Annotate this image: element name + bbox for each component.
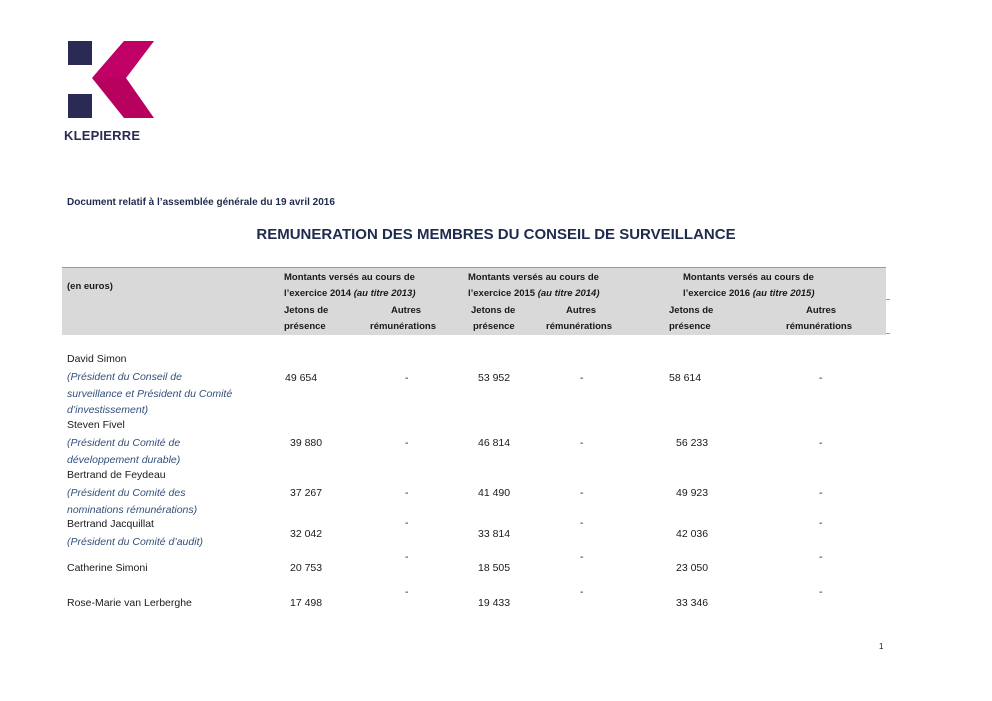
subheader-jetons: Jetons de xyxy=(471,305,516,316)
autres-2014: - xyxy=(405,551,409,563)
autres-2016: - xyxy=(819,517,823,529)
table-top-rule xyxy=(62,267,886,268)
period-2016-line2: l’exercice 2016 (au titre 2015) xyxy=(683,288,815,299)
member-name: Rose-Marie van Lerberghe xyxy=(67,597,192,609)
member-name: Bertrand de Feydeau xyxy=(67,469,166,481)
subheader-autres: Autres xyxy=(806,305,837,316)
autres-2015: - xyxy=(580,372,584,384)
jetons-2015: 19 433 xyxy=(478,597,511,609)
autres-2015: - xyxy=(580,551,584,563)
klepierre-k-mark-icon xyxy=(64,38,154,120)
jetons-2014: 17 498 xyxy=(290,597,323,609)
member-name: David Simon xyxy=(67,353,127,365)
jetons-2016: 49 923 xyxy=(676,487,709,499)
member-role: (Président du Conseil de surveillance et Président du Comité d’investissement) xyxy=(67,371,233,416)
table-header-rule-tick xyxy=(886,299,890,300)
logo-wordmark: KLEPIERRE xyxy=(64,128,141,143)
jetons-2016: 33 346 xyxy=(676,597,709,609)
member-name: Bertrand Jacquillat xyxy=(67,518,154,530)
period-2015-line2: l’exercice 2015 (au titre 2014) xyxy=(468,288,600,299)
unit-label: (en euros) xyxy=(67,281,113,292)
autres-2014: - xyxy=(405,586,409,598)
document-reference: Document relatif à l’assemblée générale du 19 avril 2016 xyxy=(67,197,335,208)
period-2015-line1: Montants versés au cours de xyxy=(468,272,599,283)
member-role: (Président du Comité d’audit) xyxy=(67,536,203,548)
page-number: 1 xyxy=(879,642,884,651)
member-name: Steven Fivel xyxy=(67,419,125,431)
autres-2016: - xyxy=(819,437,823,449)
jetons-2016: 23 050 xyxy=(676,562,709,574)
jetons-2015: 33 814 xyxy=(478,528,511,540)
jetons-2014: 49 654 xyxy=(285,372,318,384)
subheader-jetons: présence xyxy=(473,321,515,332)
jetons-2015: 41 490 xyxy=(478,487,511,499)
autres-2016: - xyxy=(819,551,823,563)
autres-2014: - xyxy=(405,372,409,384)
jetons-2015: 18 505 xyxy=(478,562,511,574)
autres-2016: - xyxy=(819,372,823,384)
jetons-2016: 42 036 xyxy=(676,528,709,540)
member-role: (Président du Comité des nominations rémunérations) xyxy=(67,487,198,516)
autres-2015: - xyxy=(580,437,584,449)
subheader-autres: Autres xyxy=(566,305,597,316)
subheader-jetons: présence xyxy=(284,321,326,332)
jetons-2014: 32 042 xyxy=(290,528,323,540)
period-2014-line2: l’exercice 2014 (au titre 2013) xyxy=(284,288,416,299)
subheader-autres: rémunérations xyxy=(546,321,612,332)
subheader-jetons: Jetons de xyxy=(284,305,329,316)
subheader-autres: rémunérations xyxy=(370,321,436,332)
autres-2016: - xyxy=(819,586,823,598)
subheader-autres: rémunérations xyxy=(786,321,852,332)
autres-2014: - xyxy=(405,437,409,449)
klepierre-logo xyxy=(62,36,162,146)
jetons-2016: 58 614 xyxy=(669,372,702,384)
member-role: (Président du Comité de développement durable) xyxy=(67,437,181,466)
page-title: REMUNERATION DES MEMBRES DU CONSEIL DE SURVEILLANCE xyxy=(256,226,736,243)
table-header-rule-tick xyxy=(886,333,890,334)
autres-2014: - xyxy=(405,517,409,529)
subheader-jetons: Jetons de xyxy=(669,305,714,316)
autres-2016: - xyxy=(819,487,823,499)
jetons-2015: 46 814 xyxy=(478,437,511,449)
jetons-2014: 39 880 xyxy=(290,437,323,449)
jetons-2014: 20 753 xyxy=(290,562,323,574)
period-2016-line1: Montants versés au cours de xyxy=(683,272,814,283)
subheader-autres: Autres xyxy=(391,305,422,316)
period-2014-line1: Montants versés au cours de xyxy=(284,272,415,283)
member-name: Catherine Simoni xyxy=(67,562,148,574)
jetons-2016: 56 233 xyxy=(676,437,709,449)
subheader-jetons: présence xyxy=(669,321,711,332)
autres-2015: - xyxy=(580,487,584,499)
jetons-2014: 37 267 xyxy=(290,487,323,499)
autres-2015: - xyxy=(580,586,584,598)
autres-2015: - xyxy=(580,517,584,529)
jetons-2015: 53 952 xyxy=(478,372,511,384)
autres-2014: - xyxy=(405,487,409,499)
